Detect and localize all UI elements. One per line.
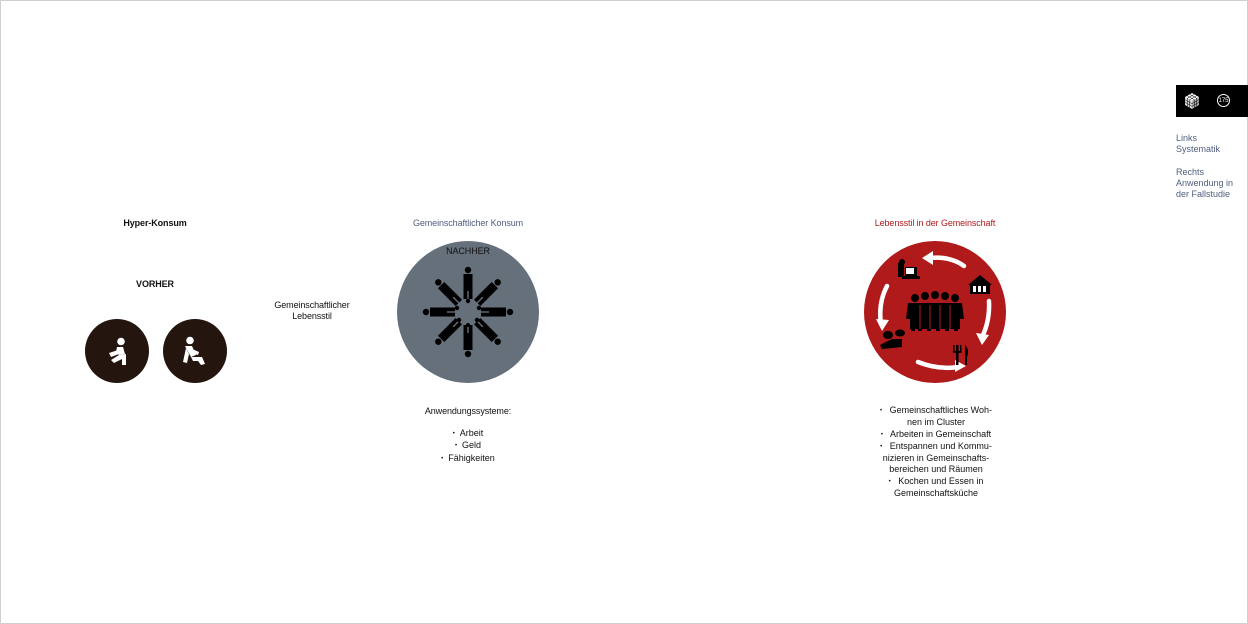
side-note-left-line: Links (1176, 133, 1198, 143)
lifestyle-list (866, 405, 1006, 499)
lifestyle-side-label-line: Gemeinschaftlicher (274, 300, 350, 310)
community-cycle-graphic (864, 241, 1006, 383)
relax-talk-icon (880, 330, 905, 350)
list-item: • Arbeit (420, 428, 516, 440)
consumer-circle-2 (163, 319, 227, 383)
state-label-vorher: VORHER (136, 279, 174, 289)
list-item: • Fähigkeiten (420, 453, 516, 465)
side-note-right (1176, 167, 1246, 200)
list-item (866, 476, 1006, 500)
list-item-line: nen im Cluster (906, 417, 966, 428)
state-label-nachher: NACHHER (446, 246, 490, 256)
sharing-circle (397, 241, 539, 383)
list-item-line: Kochen und Essen in (898, 475, 984, 486)
consumer-circle-1 (85, 319, 149, 383)
list-item-line: bereichen und Räumen (889, 464, 983, 475)
list-item-line: Entspannen und Kommu- (889, 440, 992, 451)
chapter-tab[interactable] (1176, 85, 1248, 117)
group-of-people-icon (906, 291, 964, 331)
list-item (866, 429, 1006, 441)
section-title-gemeinschaftlicher-konsum: Gemeinschaftlicher Konsum (412, 218, 524, 228)
page-number: 175 (1217, 94, 1230, 107)
people-circle-icon (413, 257, 523, 367)
list-item: • Geld (420, 440, 516, 452)
list-item (866, 405, 1006, 429)
side-note-left-line: Systematik (1176, 144, 1221, 154)
person-kneeling-icon (180, 336, 208, 366)
house-icon (968, 275, 992, 294)
list-item (866, 441, 1006, 476)
person-sitting-icon (105, 337, 131, 367)
side-note-right-line: Anwendung in (1176, 178, 1234, 188)
list-item-line: nizieren in Gemeinschafts- (882, 453, 990, 464)
lifestyle-side-label (265, 300, 359, 322)
side-note-right-line: Rechts (1176, 167, 1205, 177)
systems-heading: Anwendungssysteme: (424, 406, 512, 416)
lifestyle-side-label-line: Lebensstil (292, 311, 332, 321)
list-item-line: Arbeiten in Gemeinschaft (890, 428, 992, 439)
list-item-line: Gemeinschaftsküche (893, 488, 979, 499)
community-circle (864, 241, 1006, 383)
work-desk-icon (898, 259, 920, 279)
side-note-left (1176, 133, 1246, 155)
list-item-line: Gemeinschaftliches Woh- (889, 405, 992, 415)
side-note-right-line: der Fallstudie (1176, 189, 1231, 199)
systems-list (420, 428, 516, 465)
cube-grid-icon (1184, 92, 1200, 110)
section-title-hyper-konsum: Hyper-Konsum (123, 218, 187, 228)
section-title-lebensstil: Lebensstil in der Gemeinschaft (874, 218, 996, 228)
